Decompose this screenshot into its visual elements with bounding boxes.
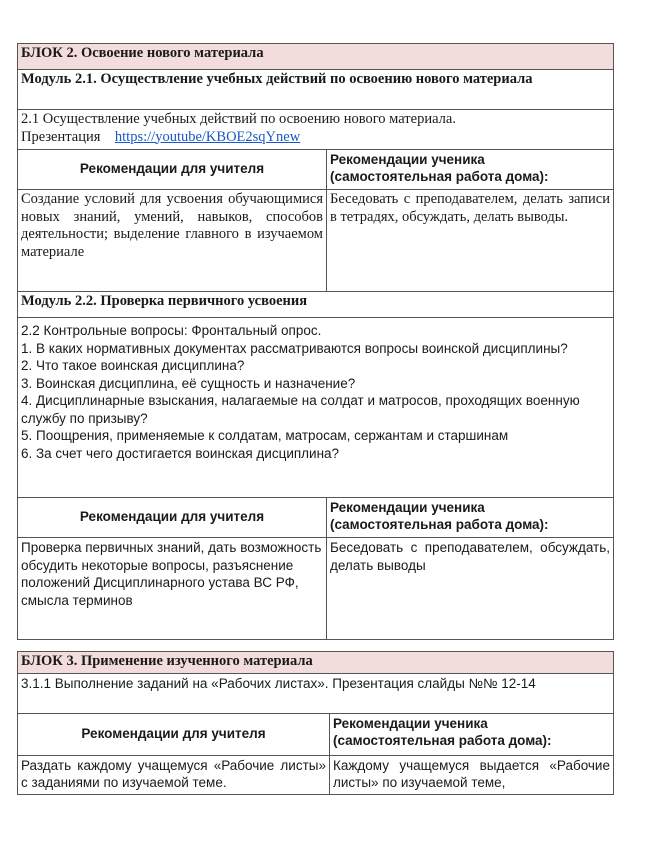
module22-questions bbox=[18, 318, 614, 498]
question-item: 2. Что такое воинская дисциплина? bbox=[21, 358, 245, 373]
module21-student-text: Беседовать с преподавателем, делать записи в тетрадях, обсуждать, делать выводы. bbox=[327, 190, 614, 292]
module22-student-header: Рекомендации ученика (самостоятельная работа дома): bbox=[327, 498, 614, 538]
module21-student-header: Рекомендации ученика (самостоятельная работа дома): bbox=[327, 150, 614, 190]
block3-teacher-text: Раздать каждому учащемуся «Рабочие листы» с заданиями по изучаемой теме. bbox=[18, 755, 330, 794]
module22-student-text: Беседовать с преподавателем, обсуждать, делать выводы bbox=[327, 538, 614, 640]
question-item: 3. Воинская дисциплина, её сущность и назначение? bbox=[21, 375, 356, 391]
module21-title: Модуль 2.1. Осуществление учебных действий по освоению нового материала bbox=[18, 70, 614, 110]
question-item: 1. В каких нормативных документах рассматриваются вопросы воинской дисциплины? bbox=[21, 340, 568, 356]
module21-text: 2.1 Осуществление учебных действий по освоению нового материала. bbox=[21, 111, 456, 127]
question-item: 5. Поощрения, применяемые к солдатам, матросам, сержантам и старшинам bbox=[21, 428, 509, 443]
question-item: 4. Дисциплинарные взыскания, налагаемые на солдат и матросов, проходящих военную службу по призыву? bbox=[21, 393, 580, 426]
question-item: 6. За счет чего достигается воинская дисциплина? bbox=[21, 445, 340, 461]
module21-description bbox=[18, 110, 614, 150]
module22-teacher-header: Рекомендации для учителя bbox=[18, 498, 327, 538]
block3-student-header: Рекомендации ученика (самостоятельная работа дома): bbox=[330, 713, 614, 755]
module21-teacher-text: Создание условий для усвоения обучающимися новых знаний, умений, навыков, способов деятельности; выделение главного в изучаемом материале bbox=[18, 190, 327, 292]
block3-text: 3.1.1 Выполнение заданий на «Рабочих листах». Презентация слайды №№ 12-14 bbox=[18, 673, 614, 713]
block3-table bbox=[17, 651, 614, 795]
block3-student-text: Каждому учащемуся выдается «Рабочие листы» по изучаемой теме, bbox=[330, 755, 614, 794]
module21-teacher-header: Рекомендации для учителя bbox=[18, 150, 327, 190]
module22-teacher-text: Проверка первичных знаний, дать возможность обсудить некоторые вопросы, разъяснение положений Дисциплинарного устава ВС РФ, смысла терминов bbox=[18, 538, 327, 640]
presentation-label: Презентация bbox=[21, 128, 101, 145]
block3-title: БЛОК 3. Применение изученного материала bbox=[18, 652, 614, 674]
module22-intro: 2.2 Контрольные вопросы: Фронтальный опрос. bbox=[21, 323, 322, 338]
block2-table bbox=[17, 43, 614, 640]
module22-title: Модуль 2.2. Проверка первичного усвоения bbox=[18, 292, 614, 318]
presentation-link[interactable]: https://youtube/KBOE2sqYnew bbox=[114, 128, 301, 145]
block2-title: БЛОК 2. Освоение нового материала bbox=[18, 44, 614, 70]
block3-teacher-header: Рекомендации для учителя bbox=[18, 713, 330, 755]
